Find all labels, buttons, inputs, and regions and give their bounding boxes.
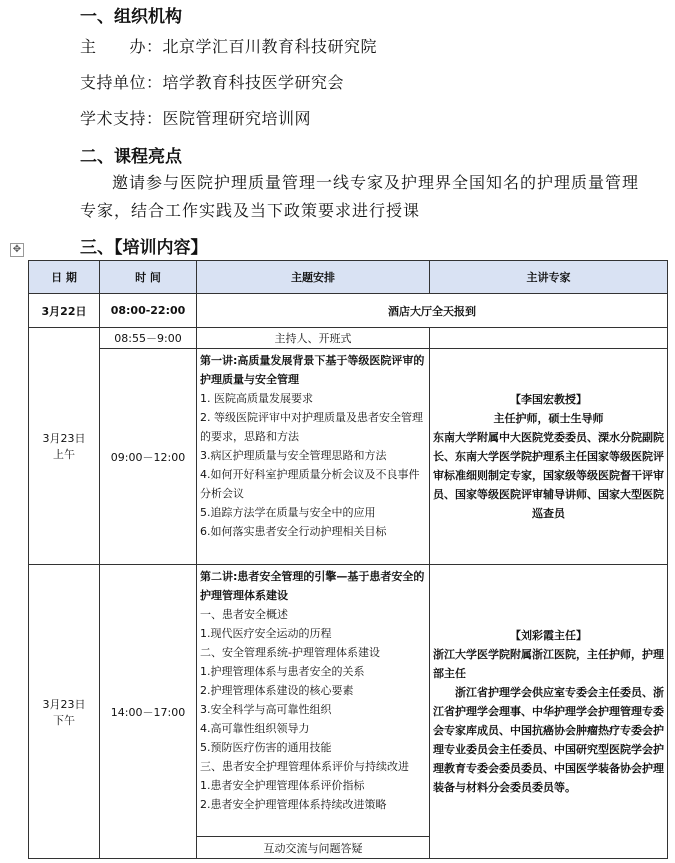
highlight-paragraph <box>80 169 640 225</box>
schedule-table <box>28 260 668 859</box>
organizer-value: 北京学汇百川教育科技研究院 <box>162 37 378 56</box>
organizer-line <box>80 34 377 57</box>
opening-time: 08:55－9:00 <box>100 328 197 349</box>
afternoon-topic-title: 第二讲:患者安全管理的引擎—基于患者安全的护理管理体系建设 <box>200 570 425 602</box>
header-topic: 主题安排 <box>197 261 430 294</box>
morning-topic-item: 6.如何落实患者安全行动护理相关目标 <box>200 525 387 538</box>
table-row-morning <box>29 349 668 565</box>
afternoon-expert <box>430 565 668 859</box>
morning-expert-desc: 东南大学附属中大医院党委委员、溧水分院副院长、东南大学医学院护理系主任国家等级医院评审标准细则制定专家，国家级等级医院督干评审员、国家等级医院评审辅导讲师、国家大型医院巡查员 <box>433 431 664 520</box>
morning-topic <box>197 349 430 565</box>
section-1-title: 一、组织机构 <box>80 7 182 27</box>
afternoon-topic-item: 4.高可靠性组织领导力 <box>200 722 310 735</box>
checkin-time: 08:00-22:00 <box>100 294 197 328</box>
morning-date <box>29 328 100 565</box>
section-3-title: 三、【培训内容】 <box>80 238 208 258</box>
afternoon-topic-item: 1.现代医疗安全运动的历程 <box>200 627 332 640</box>
afternoon-expert-name: 【刘彩霞主任】 <box>510 629 587 642</box>
table-row-opening <box>29 328 668 349</box>
afternoon-topic <box>197 565 430 837</box>
morning-date-line1: 3月23日 <box>42 432 86 445</box>
section-2-title: 二、课程亮点 <box>80 147 182 167</box>
afternoon-date-line2: 下午 <box>53 713 75 727</box>
afternoon-expert-desc-wrap <box>433 683 664 797</box>
header-date: 日 期 <box>29 261 100 294</box>
morning-expert <box>430 349 668 565</box>
afternoon-expert-desc: 浙江省护理学会供应室专委会主任委员、浙江省护理学会理事、中华护理学会护理管理专委会专家库成员、中国抗癌协会肿瘤热疗专委会护理专业委员会主任委员、中国研究型医院学会护理教育专委会委员委员、中国医学装备协会护理装备与材料分会委员委员等。 <box>433 686 664 794</box>
afternoon-topic-item: 5.预防医疗伤害的通用技能 <box>200 741 332 754</box>
morning-topic-item: 3.病区护理质量与安全管理思路和方法 <box>200 449 387 462</box>
morning-topic-item: 5.追踪方法学在质量与安全中的应用 <box>200 506 376 519</box>
academic-value: 医院管理研究培训网 <box>162 109 312 128</box>
academic-line <box>80 106 311 129</box>
header-expert: 主讲专家 <box>430 261 668 294</box>
morning-date-line2: 上午 <box>53 448 75 461</box>
checkin-date: 3月22日 <box>29 294 100 328</box>
afternoon-topic-item: 1.护理管理体系与患者安全的关系 <box>200 665 365 678</box>
morning-expert-name: 【李国宏教授】 <box>510 393 587 406</box>
table-row-checkin <box>29 294 668 328</box>
afternoon-topic-item: 二、安全管理系统-护理管理体系建设 <box>200 646 380 659</box>
afternoon-topic-item: 三、患者安全护理管理体系评价与持续改进 <box>200 760 409 773</box>
table-move-handle-icon[interactable]: ✥ <box>10 243 24 257</box>
support-label: 支持单位： <box>80 73 163 92</box>
table-row-afternoon <box>29 565 668 837</box>
morning-topic-item: 2. 等级医院评审中对护理质量及患者安全管理的要求，思路和方法 <box>200 411 423 443</box>
afternoon-time: 14:00－17:00 <box>100 565 197 859</box>
morning-expert-title: 主任护师，硕士生导师 <box>493 412 604 425</box>
afternoon-topic-item: 2.患者安全护理管理体系持续改进策略 <box>200 798 387 811</box>
checkin-content: 酒店大厅全天报到 <box>197 294 668 328</box>
organizer-label: 主 办： <box>80 37 163 56</box>
afternoon-topic-item: 1.患者安全护理管理体系评价指标 <box>200 779 365 792</box>
opening-content: 主持人、开班式 <box>197 328 430 349</box>
academic-label: 学术支持： <box>80 109 163 128</box>
afternoon-date <box>29 565 100 859</box>
support-value: 培学教育科技医学研究会 <box>162 73 345 92</box>
afternoon-date-line1: 3月23日 <box>42 697 86 711</box>
header-time: 时 间 <box>100 261 197 294</box>
afternoon-expert-line1: 浙江大学医学院附属浙江医院，主任护师，护理部主任 <box>433 648 664 680</box>
morning-topic-item: 4.如何开好科室护理质量分析会议及不良事件分析会议 <box>200 468 420 500</box>
support-line <box>80 70 344 93</box>
afternoon-topic-item: 一、患者安全概述 <box>200 608 288 621</box>
table-header-row <box>29 261 668 294</box>
highlight-text: 邀请参与医院护理质量管理一线专家及护理界全国知名的护理质量管理专家，结合工作实践及当下政策要求进行授课 <box>80 173 640 220</box>
morning-time: 09:00－12:00 <box>100 349 197 565</box>
morning-topic-title: 第一讲:高质量发展背景下基于等级医院评审的护理质量与安全管理 <box>200 354 425 386</box>
exchange-content: 互动交流与问题答疑 <box>197 837 430 859</box>
afternoon-topic-item: 2.护理管理体系建设的核心要素 <box>200 684 354 697</box>
afternoon-topic-item: 3.安全科学与高可靠性组织 <box>200 703 332 716</box>
morning-topic-item: 1. 医院高质量发展要求 <box>200 392 313 405</box>
opening-expert-empty <box>430 328 668 349</box>
